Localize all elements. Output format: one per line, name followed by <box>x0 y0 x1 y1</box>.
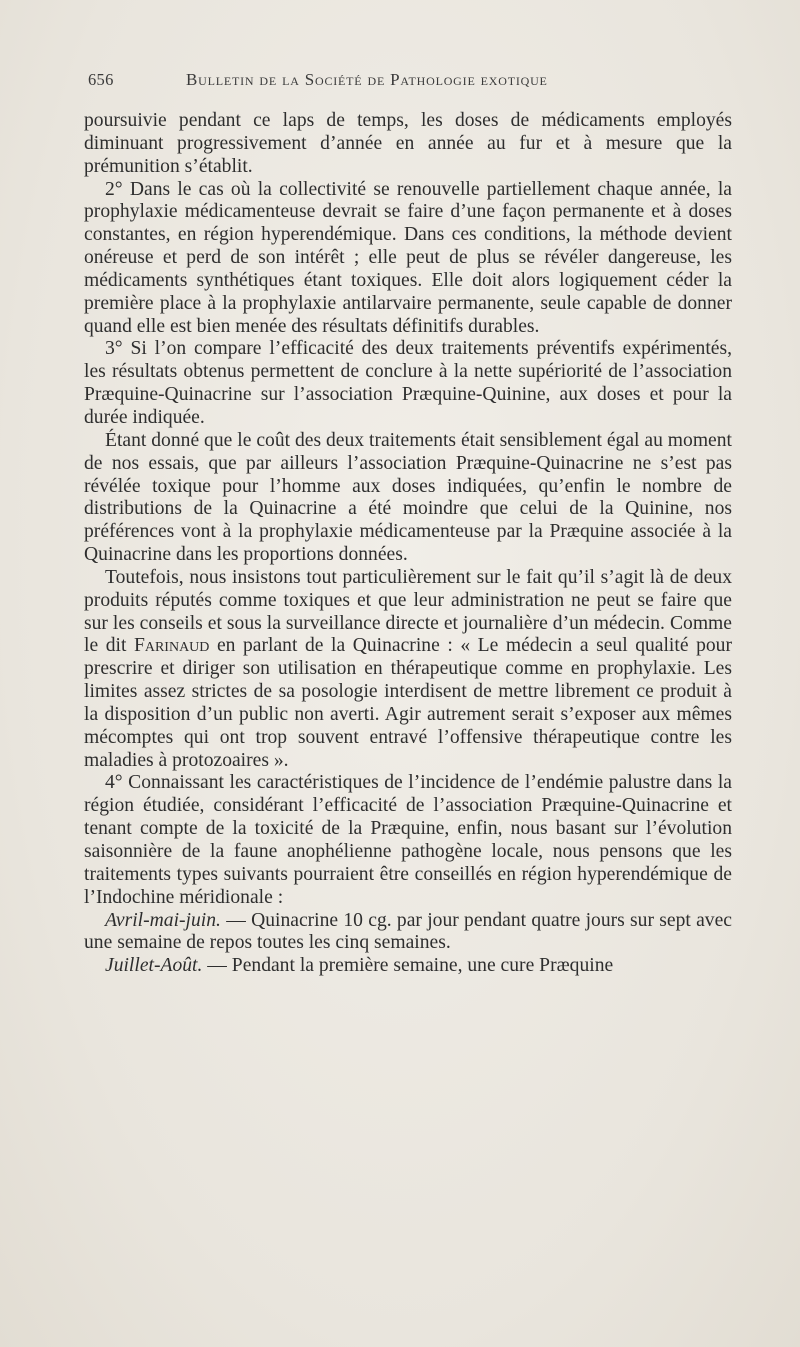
paragraph-point-4: 4° Connaissant les caractéristiques de l’incidence de l’endémie palustre dans la région étudiée, considérant l’efficacité de l’association Præquine-Quinacrine et tenant compte de la toxicité de la Præquine, enfin, nous basant sur l’évolution saisonnière de la faune anophélienne pathogène locale, nous pensons que les traitements types suivants pourraient être conseillés en région hyperendémique de l’Indochine méridionale : <box>84 772 732 908</box>
paragraph-toutefois-before: Toutefois, nous insistons tout particulièrement sur le fait qu’il s’agit là de deux produits réputés comme toxiques et que leur administration ne peut se faire que sur les conseils et sous la surveillance directe et journalière d’un médecin. Comme le dit <box>84 566 732 657</box>
paragraph-cost: Étant donné que le coût des deux traitements était sensiblement égal au moment de nos essais, que par ailleurs l’association Præquine-Quinacrine ne s’est pas révélée toxique pour l’homme aux doses indiquées, qu’enfin le nombre de distributions de la Quinacrine a été moindre que celui de la Quinine, nos préférences vont à la prophylaxie médicamenteuse par la Præquine associée à la Quinacrine dans les proportions données. <box>84 429 732 566</box>
body-text <box>84 110 732 978</box>
period-text-avril: — Quinacrine 10 cg. par jour pendant quatre jours sur sept avec une semaine de repos toutes les cinq semaines. <box>84 909 732 954</box>
paragraph-point-2: 2° Dans le cas où la collectivité se renouvelle partiellement chaque année, la prophylaxie médicamenteuse devrait se faire d’une façon permanente et à doses constantes, en région hyperendémique. Dans ces conditions, la méthode devient onéreuse et perd de son intérêt ; elle peut de plus se révéler dangereuse, les médicaments synthétiques étant toxiques. Elle doit alors logiquement céder la première place à la prophylaxie antilarvaire permanente, seule capable de donner quand elle est bien menée des résultats définitifs durables. <box>84 178 732 337</box>
paragraph-point-3: 3° Si l’on compare l’efficacité des deux traitements préventifs expérimentés, les résultats obtenus permettent de conclure à la nette supériorité de l’association Præquine-Quinacrine sur l’association Præquine-Quinine, aux doses et pour la durée indiquée. <box>84 338 732 428</box>
page-number: 656 <box>88 70 114 89</box>
paragraph-continuation: poursuivie pendant ce laps de temps, les doses de médicaments employés diminuant progressivement d’année en année au fur et à mesure que la prémunition s’établit. <box>84 110 732 177</box>
period-label-avril: Avril-mai-juin. <box>105 909 221 931</box>
author-name: Farinaud <box>133 635 210 657</box>
period-text-juillet: — Pendant la première semaine, une cure Præquine <box>202 955 614 977</box>
running-head <box>88 70 732 110</box>
paragraph-toutefois-after: en parlant de la Quinacrine : « Le médecin a seul qualité pour prescrire et diriger son utilisation en thérapeutique comme en prophylaxie. Les limites assez strictes de sa posologie interdisent de mettre librement ce produit à la disposition d’un public non averti. Agir autrement serait s’exposer aux mêmes mécomptes qui ont trop souvent entravé l’offensive thérapeutique contre les maladies à protozoaires ». <box>84 635 732 771</box>
paragraph-avril-mai-juin <box>84 910 732 956</box>
period-label-juillet: Juillet-Août. <box>105 955 203 977</box>
journal-title: Bulletin de la Société de Pathologie exotique <box>186 70 548 89</box>
paragraph-juillet-aout <box>84 955 732 978</box>
paragraph-toutefois <box>84 567 732 773</box>
